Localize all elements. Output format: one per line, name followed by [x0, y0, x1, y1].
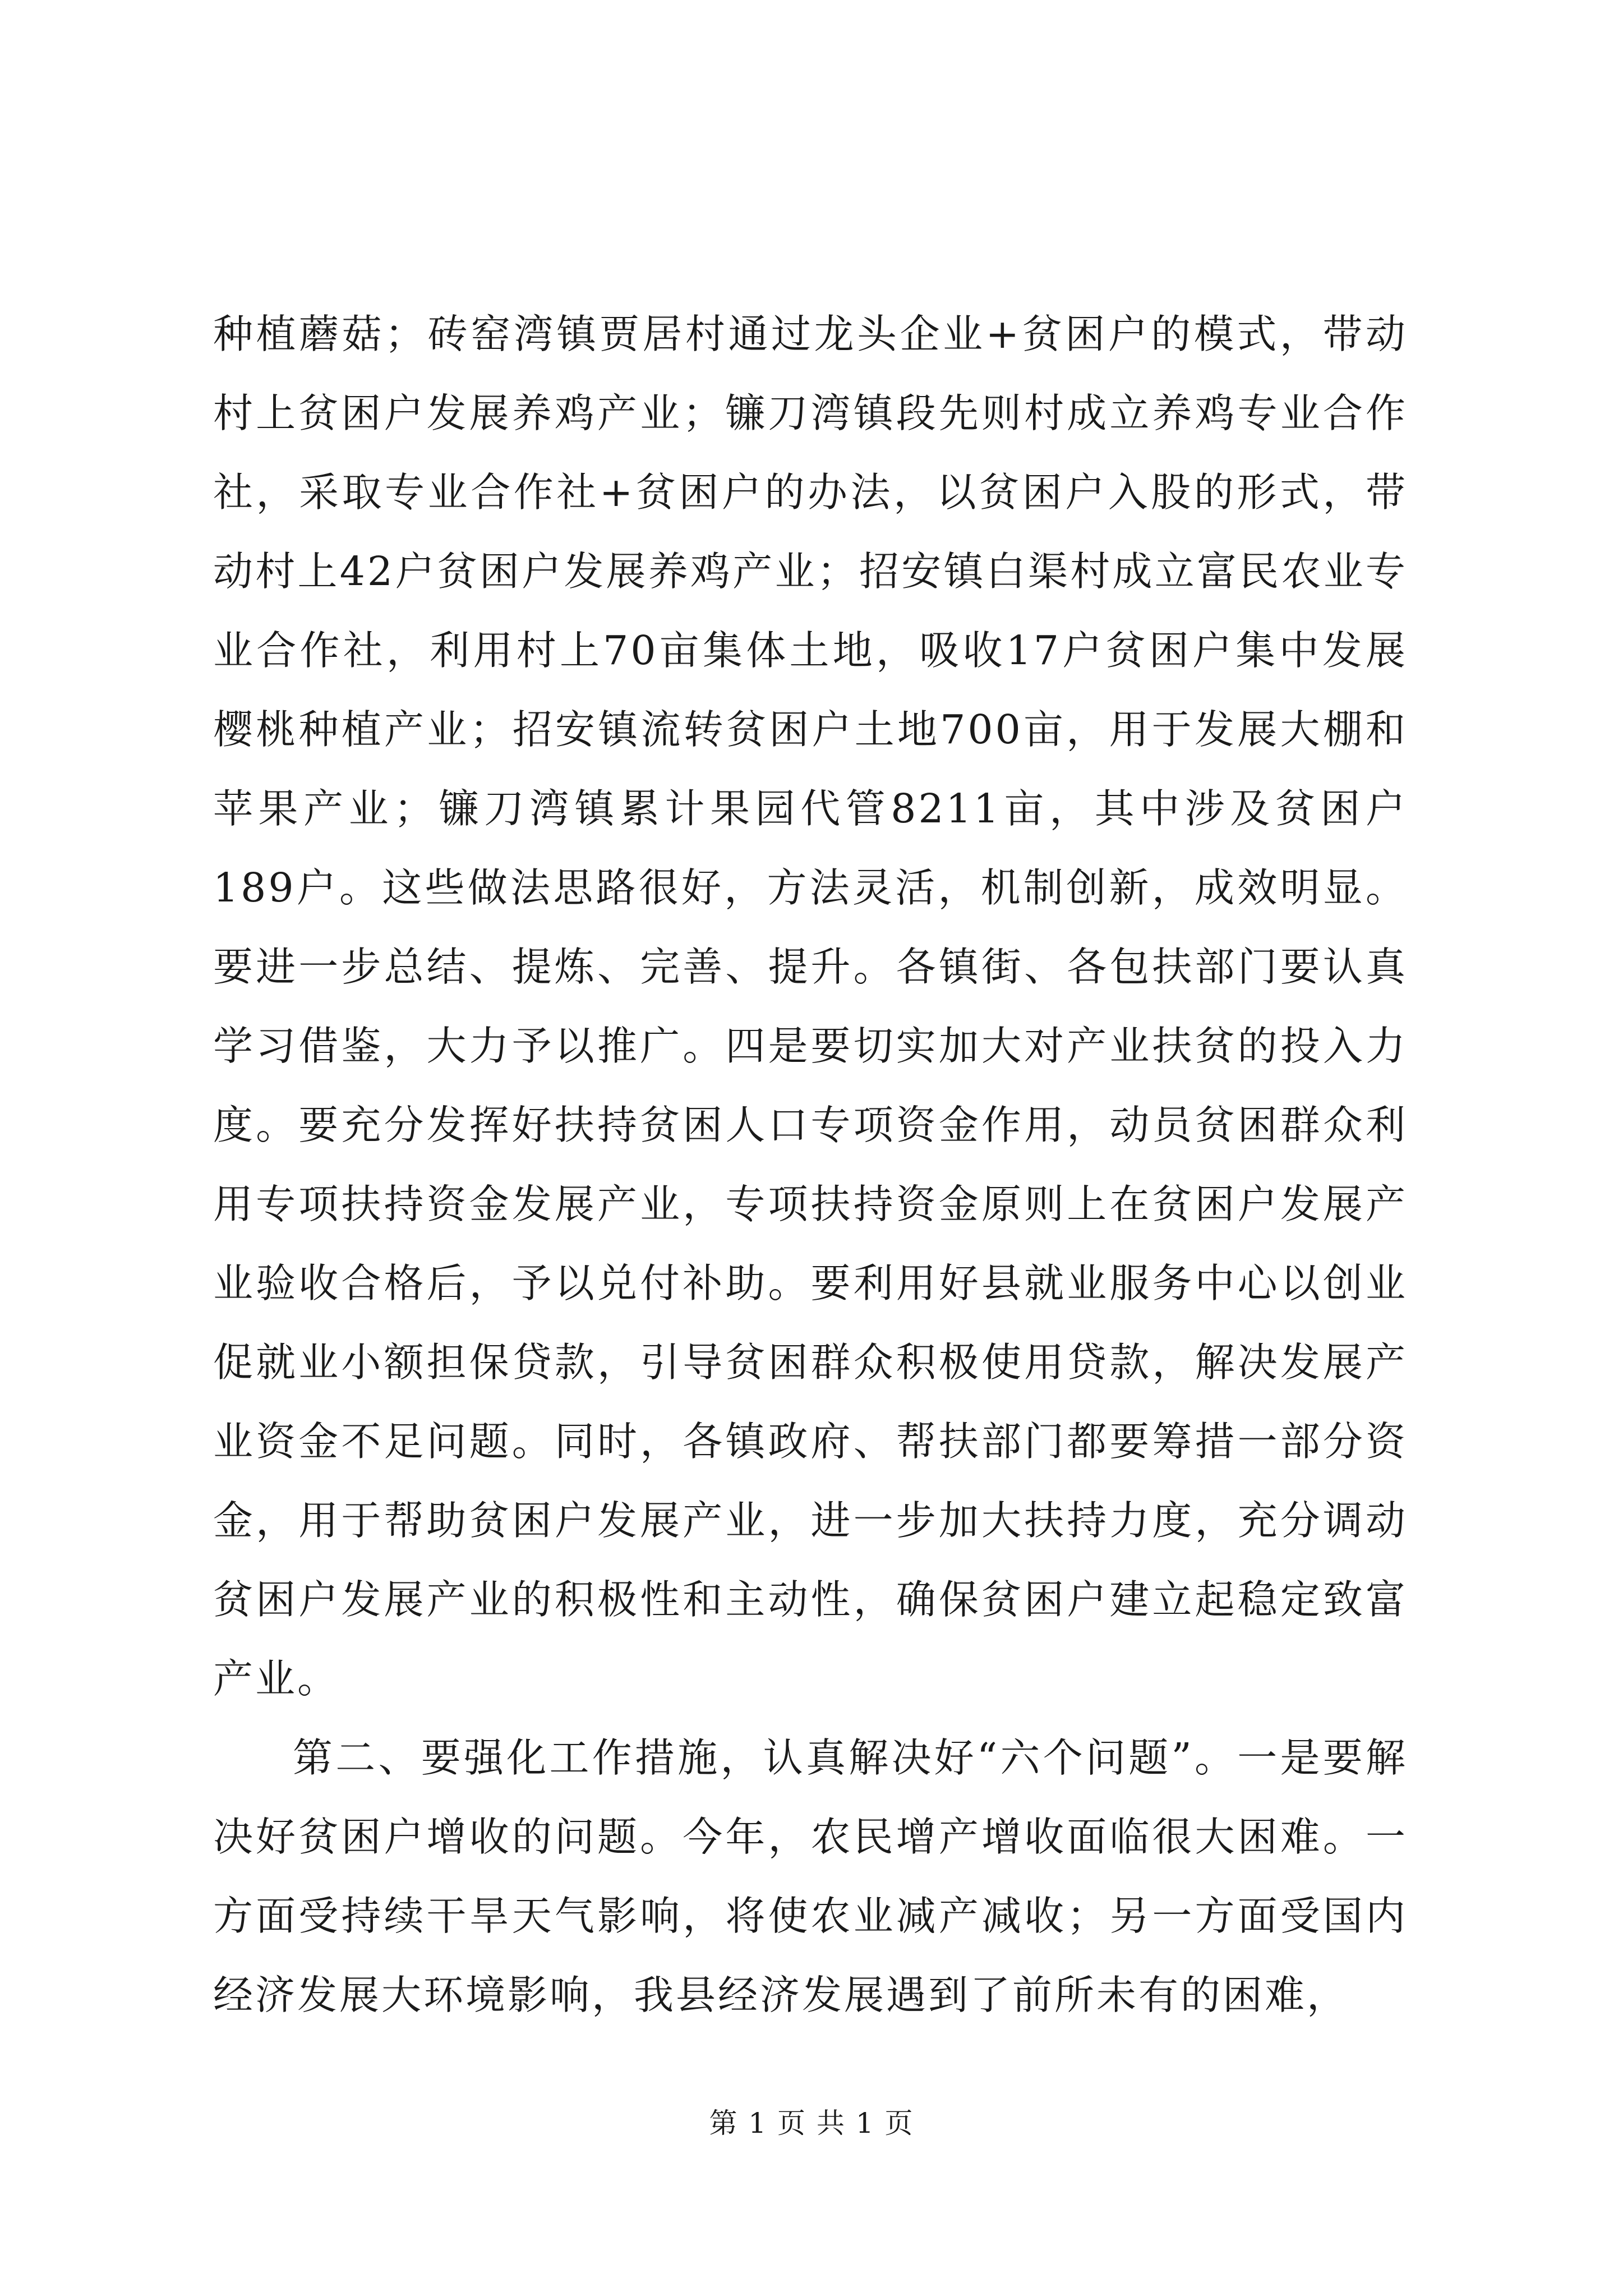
page-footer: 第 1 页 共 1 页: [709, 2107, 914, 2139]
paragraph-continued: 种植蘑菇；砖窑湾镇贾居村通过龙头企业+贫困户的模式，带动村上贫困户发展养鸡产业；镰刀湾镇段先则村成立养鸡专业合作社，采取专业合作社+贫困户的办法，以贫困户入股的形式，带动村上42户贫困户发展养鸡产业；招安镇白渠村成立富民农业专业合作社，利用村上70亩集体土地，吸收17户贫困户集中发展樱桃种植产业；招安镇流转贫困户土地700亩，用于发展大棚和苹果产业；镰刀湾镇累计果园代管8211亩，其中涉及贫困户189户。这些做法思路很好，方法灵活，机制创新，成效明显。要进一步总结、提炼、完善、提升。各镇街、各包扶部门要认真学习借鉴，大力予以推广。四是要切实加大对产业扶贫的投入力度。要充分发挥好扶持贫困人口专项资金作用，动员贫困群众利用专项扶持资金发展产业，专项扶持资金原则上在贫困户发展产业验收合格后，予以兑付补助。要利用好县就业服务中心以创业促就业小额担保贷款，引导贫困群众积极使用贷款，解决发展产业资金不足问题。同时，各镇政府、帮扶部门都要筹措一部分资金，用于帮助贫困户发展产业，进一步加大扶持力度，充分调动贫困户发展产业的积极性和主动性，确保贫困户建立起稳定致富产业。: [213, 311, 1408, 1702]
paragraph-section-two: 第二、要强化工作措施，认真解决好“六个问题”。一是要解决好贫困户增收的问题。今年，农民增产增收面临很大困难。一方面受持续干旱天气影响，将使农业减产减收；另一方面受国内经济发展大环境影响，我县经济发展遇到了前所未有的困难，: [213, 1734, 1408, 2018]
document-body: [213, 295, 1408, 2035]
